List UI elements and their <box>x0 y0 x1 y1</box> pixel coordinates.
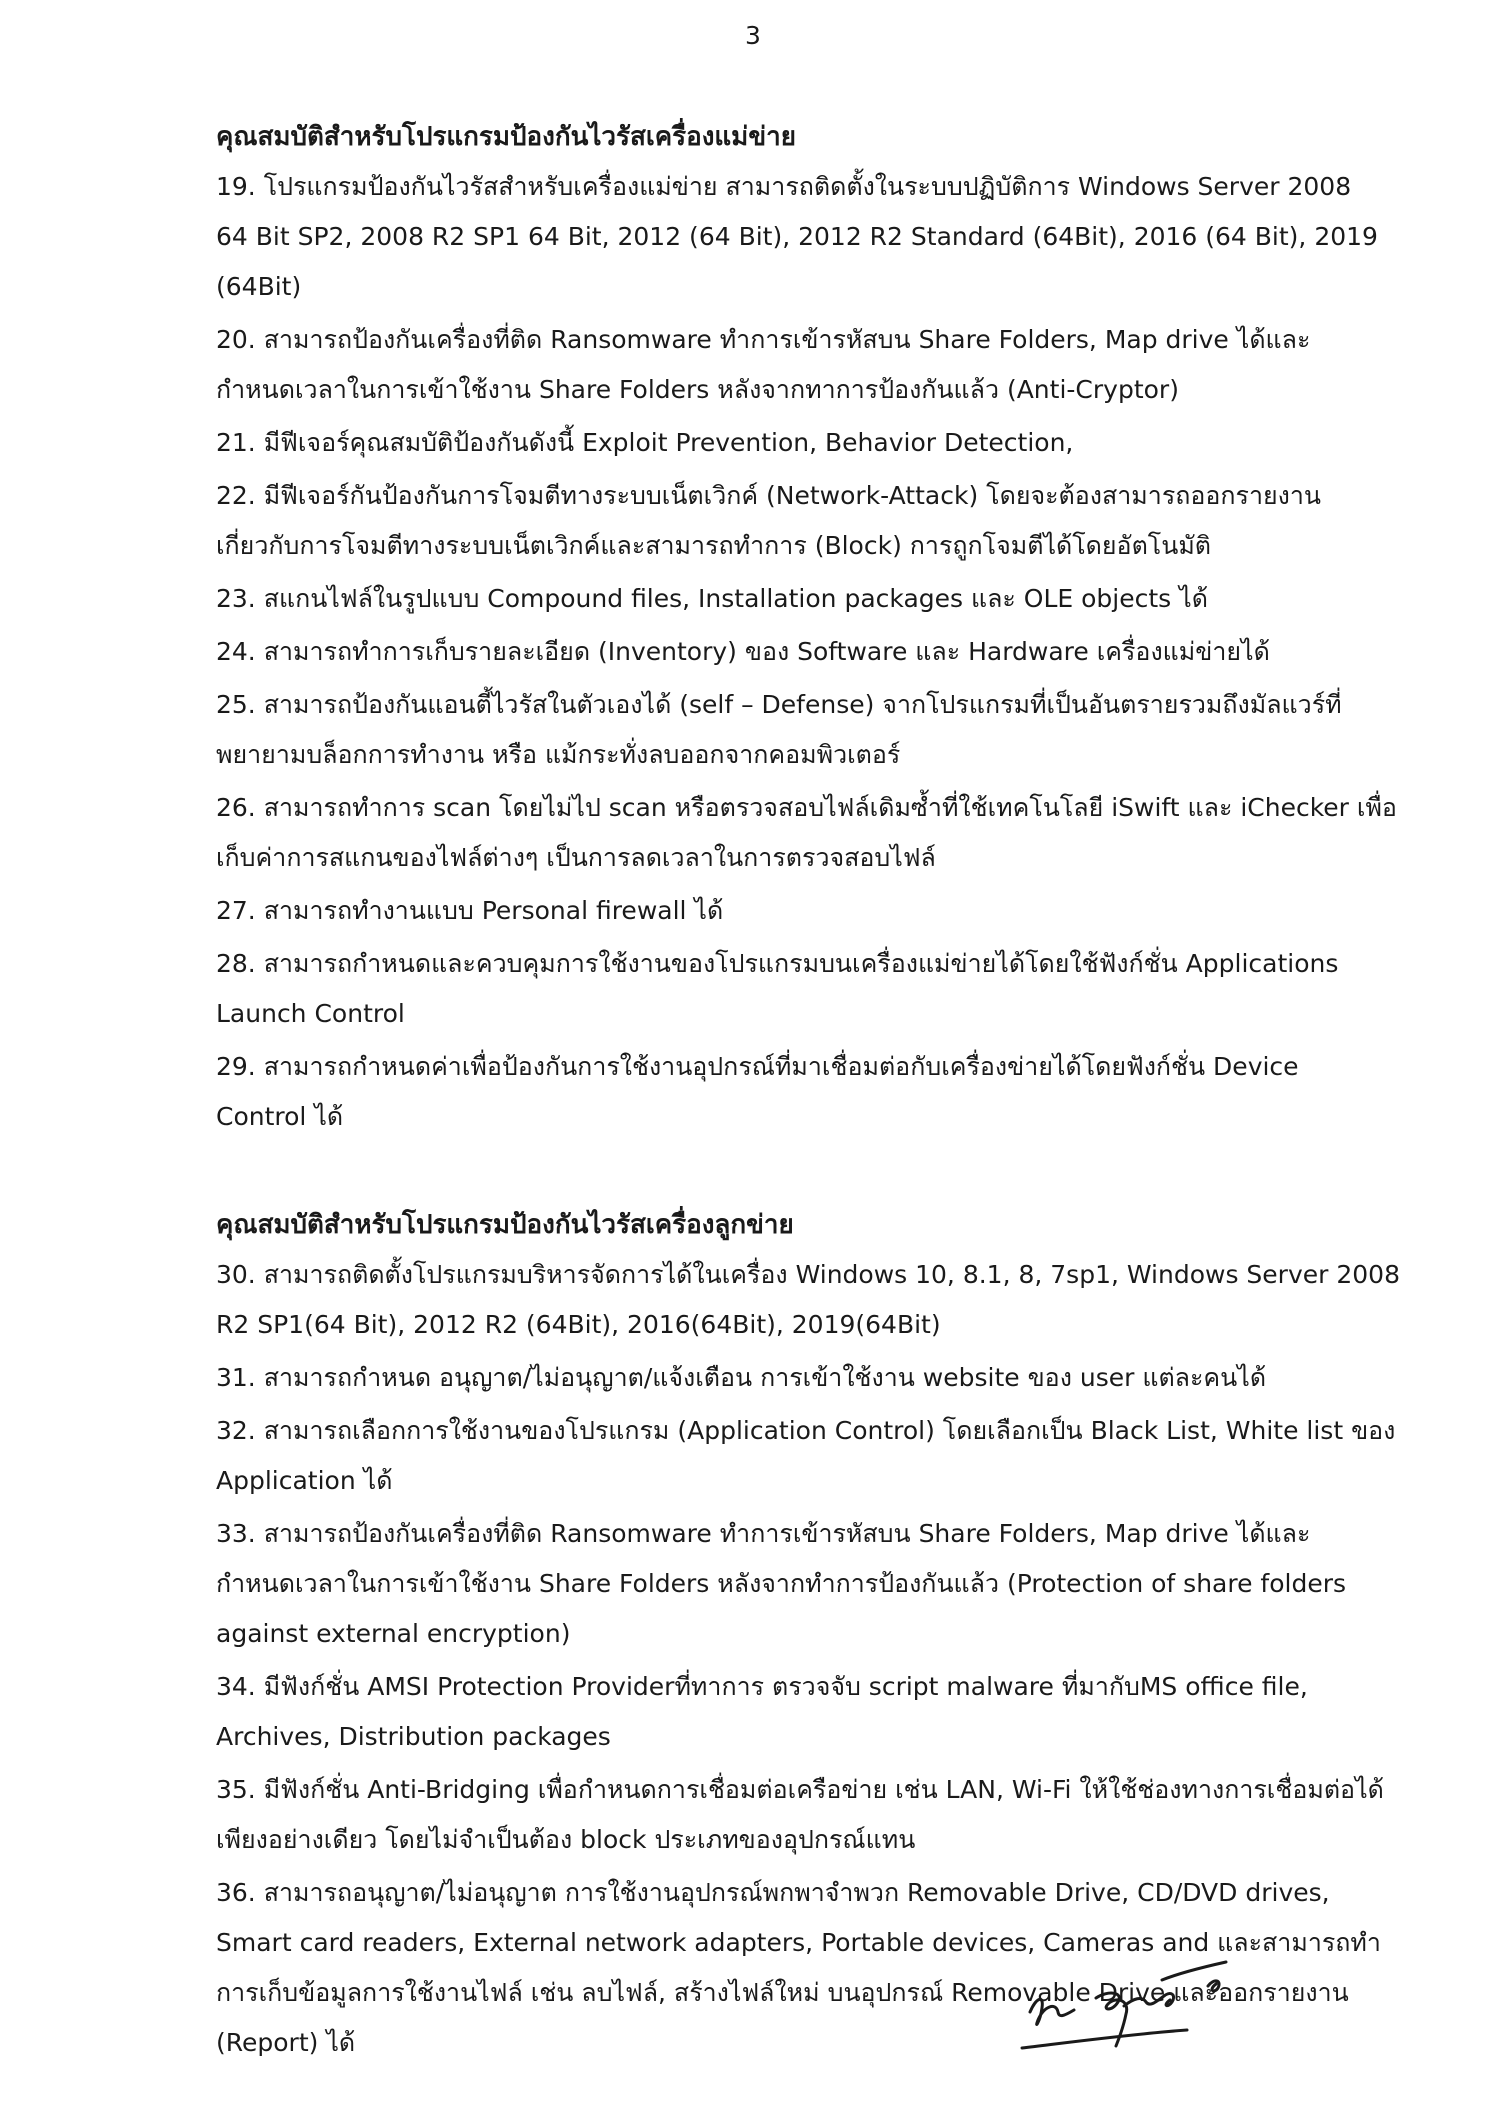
list-item <box>216 574 1426 624</box>
item-line: Launch Control <box>216 999 405 1028</box>
item-line: 21. มีฟีเจอร์คุณสมบัติป้องกันดังนี้ Exploit Prevention, Behavior Detection, <box>216 428 1074 457</box>
list-item <box>216 1868 1426 2068</box>
list-item <box>216 627 1426 677</box>
item-line: พยายามบล็อกการทำงาน หรือ แม้กระทั่งลบออกจากคอมพิวเตอร์ <box>216 740 901 769</box>
item-line: 35. มีฟังก์ชั่น Anti-Bridging เพื่อกำหนดการเชื่อมต่อเครือข่าย เช่น LAN, Wi-Fi ให้ใช้ช่องทางการเชื่อมต่อได้ <box>216 1775 1384 1804</box>
item-line: R2 SP1(64 Bit), 2012 R2 (64Bit), 2016(64Bit), 2019(64Bit) <box>216 1310 941 1339</box>
item-line: 27. สามารถทำงานแบบ Personal firewall ได้ <box>216 896 724 925</box>
list-item <box>216 680 1426 780</box>
item-line: 64 Bit SP2, 2008 R2 SP1 64 Bit, 2012 (64 Bit), 2012 R2 Standard (64Bit), 2016 (64 Bit), 2019 <box>216 222 1378 251</box>
section-heading: คุณสมบัติสำหรับโปรแกรมป้องกันไวรัสเครื่องลูกข่าย <box>216 1210 794 1240</box>
item-line: Control ได้ <box>216 1102 344 1131</box>
item-line: Application ได้ <box>216 1466 393 1495</box>
section-client <box>216 1200 1426 2068</box>
item-line: 32. สามารถเลือกการใช้งานของโปรแกรม (Application Control) โดยเลือกเป็น Black List, White list ของ <box>216 1416 1396 1445</box>
item-line: Archives, Distribution packages <box>216 1722 611 1751</box>
list-item <box>216 418 1426 468</box>
list-item <box>216 886 1426 936</box>
item-line: 34. มีฟังก์ชั่น AMSI Protection Providerที่ทาการ ตรวจจับ script malware ที่มากับMS office file, <box>216 1672 1308 1701</box>
handwritten-signature-icon <box>1012 1950 1242 2060</box>
item-line: 33. สามารถป้องกันเครื่องที่ติด Ransomware ทำการเข้ารหัสบน Share Folders, Map drive ได้และ <box>216 1519 1311 1548</box>
item-line: 23. สแกนไฟล์ในรูปแบบ Compound files, Installation packages และ OLE objects ได้ <box>216 584 1208 613</box>
item-line: against external encryption) <box>216 1619 571 1648</box>
item-line: Smart card readers, External network adapters, Portable devices, Cameras and และสามารถทำ <box>216 1928 1381 1957</box>
list-item <box>216 1250 1426 1350</box>
item-line: 36. สามารถอนุญาต/ไม่อนุญาต การใช้งานอุปกรณ์พกพาจำพวก Removable Drive, CD/DVD drives, <box>216 1878 1330 1907</box>
item-line: 20. สามารถป้องกันเครื่องที่ติด Ransomware ทำการเข้ารหัสบน Share Folders, Map drive ได้และ <box>216 325 1311 354</box>
item-line: 31. สามารถกำหนด อนุญาต/ไม่อนุญาต/แจ้งเตือน การเข้าใช้งาน website ของ user แต่ละคนได้ <box>216 1363 1267 1392</box>
section-heading: คุณสมบัติสำหรับโปรแกรมป้องกันไวรัสเครื่องแม่ข่าย <box>216 122 796 152</box>
item-line: 24. สามารถทำการเก็บรายละเอียด (Inventory) ของ Software และ Hardware เครื่องแม่ข่ายได้ <box>216 637 1270 666</box>
list-item <box>216 1353 1426 1403</box>
list-item <box>216 162 1426 312</box>
section-spacer <box>216 1145 1426 1200</box>
item-line: การเก็บข้อมูลการใช้งานไฟล์ เช่น ลบไฟล์, สร้างไฟล์ใหม่ บนอุปกรณ์ Removable Drive และออกรายงาน <box>216 1978 1349 2007</box>
item-line: กำหนดเวลาในการเข้าใช้งาน Share Folders หลังจากทำการป้องกันแล้ว (Protection of share folders <box>216 1569 1347 1598</box>
list-item <box>216 1662 1426 1762</box>
list-item <box>216 315 1426 415</box>
item-line: (64Bit) <box>216 272 302 301</box>
list-item <box>216 783 1426 883</box>
document-body <box>216 112 1426 2071</box>
item-line: เก็บค่าการสแกนของไฟล์ต่างๆ เป็นการลดเวลาในการตรวจสอบไฟล์ <box>216 843 936 872</box>
item-line: 22. มีฟีเจอร์กันป้องกันการโจมตีทางระบบเน็ตเวิกค์ (Network-Attack) โดยจะต้องสามารถออกรายงาน <box>216 481 1321 510</box>
section-server <box>216 112 1426 1142</box>
list-item <box>216 1406 1426 1506</box>
list-item <box>216 1765 1426 1865</box>
list-item <box>216 939 1426 1039</box>
item-line: 25. สามารถป้องกันแอนตี้ไวรัสในตัวเองได้ (self – Defense) จากโปรแกรมที่เป็นอันตรายรวมถึงมัลแวร์ที่ <box>216 690 1342 719</box>
item-line: 26. สามารถทำการ scan โดยไม่ไป scan หรือตรวจสอบไฟล์เดิมซ้ำที่ใช้เทคโนโลยี iSwift และ iChecker เพื่อ <box>216 793 1397 822</box>
item-line: 30. สามารถติดตั้งโปรแกรมบริหารจัดการได้ในเครื่อง Windows 10, 8.1, 8, 7sp1, Windows Server 2008 <box>216 1260 1400 1289</box>
item-line: เพียงอย่างเดียว โดยไม่จำเป็นต้อง block ประเภทของอุปกรณ์แทน <box>216 1825 916 1854</box>
item-line: 28. สามารถกำหนดและควบคุมการใช้งานของโปรแกรมบนเครื่องแม่ข่ายได้โดยใช้ฟังก์ชั่น Applications <box>216 949 1339 978</box>
item-line: เกี่ยวกับการโจมตีทางระบบเน็ตเวิกค์และสามารถทำการ (Block) การถูกโจมตีได้โดยอัตโนมัติ <box>216 531 1212 560</box>
item-line: กำหนดเวลาในการเข้าใช้งาน Share Folders หลังจากทาการป้องกันแล้ว (Anti-Cryptor) <box>216 375 1179 404</box>
item-line: 29. สามารถกำหนดค่าเพื่อป้องกันการใช้งานอุปกรณ์ที่มาเชื่อมต่อกับเครื่องข่ายได้โดยฟังก์ชั่น Device <box>216 1052 1299 1081</box>
item-line: 19. โปรแกรมป้องกันไวรัสสำหรับเครื่องแม่ข่าย สามารถติดตั้งในระบบปฏิบัติการ Windows Server 2008 <box>216 172 1352 201</box>
item-line: (Report) ได้ <box>216 2028 356 2057</box>
list-item <box>216 1042 1426 1142</box>
list-item <box>216 471 1426 571</box>
list-item <box>216 1509 1426 1659</box>
page-number: 3 <box>745 21 761 50</box>
